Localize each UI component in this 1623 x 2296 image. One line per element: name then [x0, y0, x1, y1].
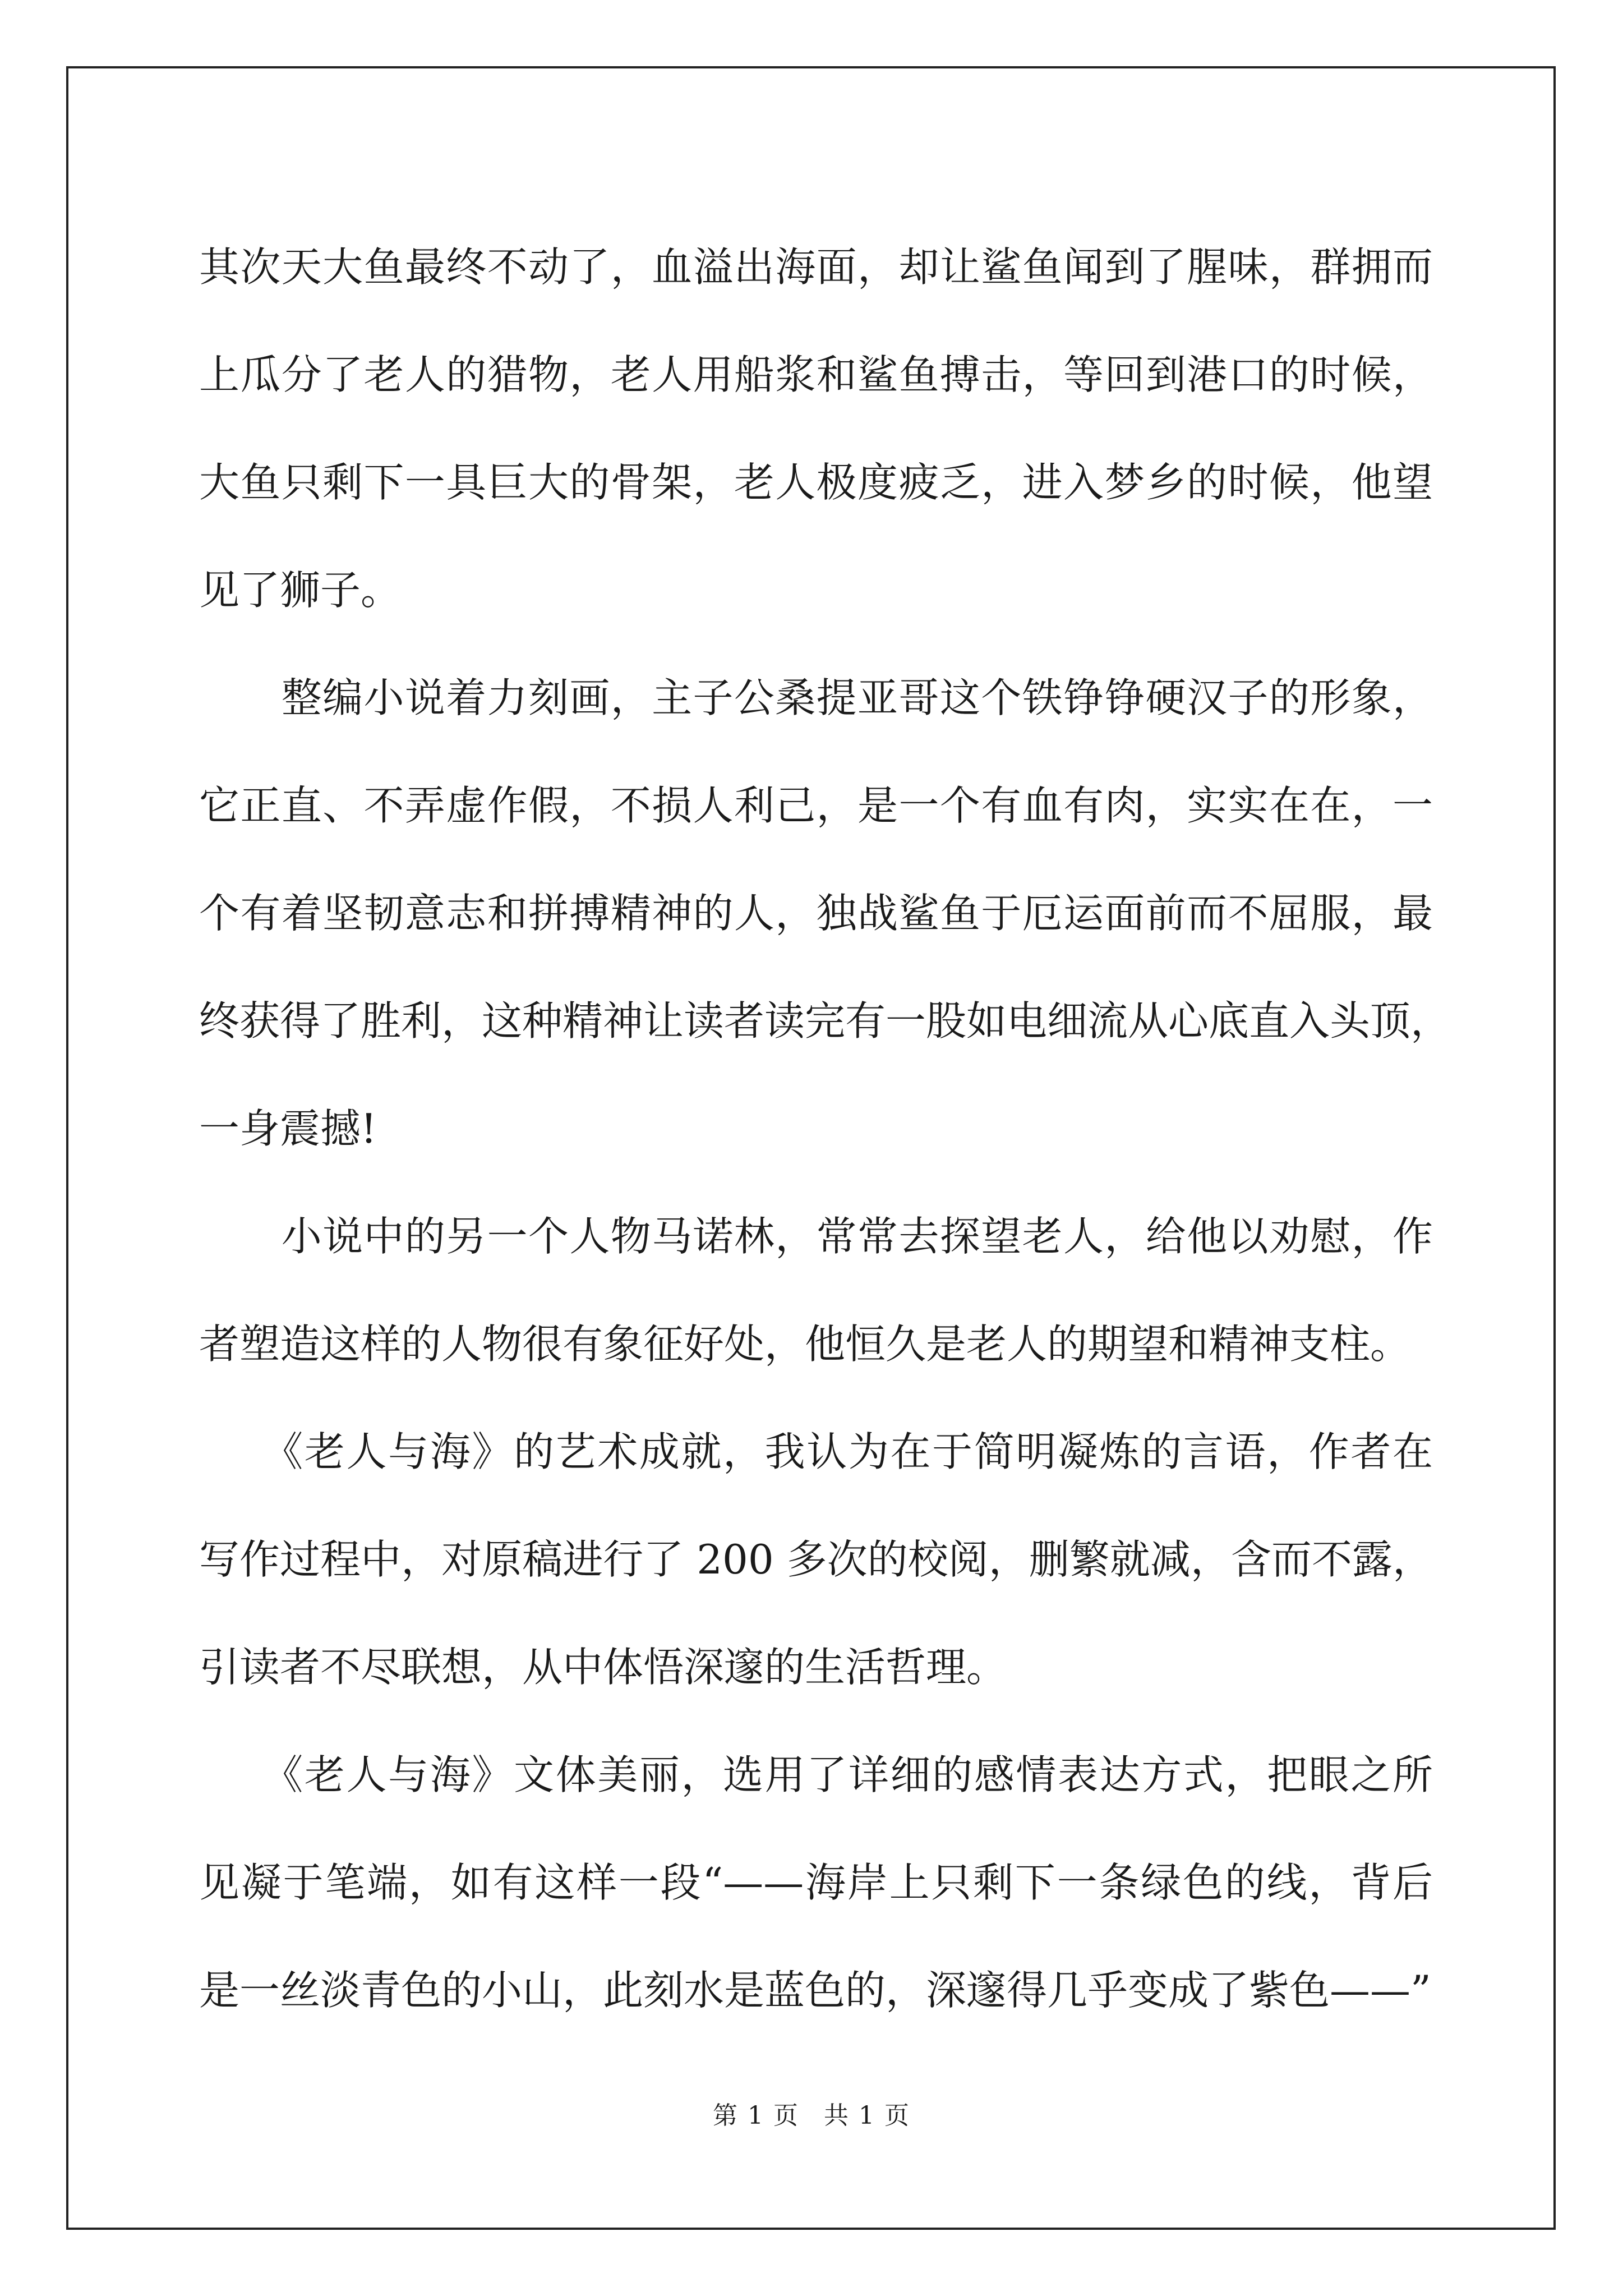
document-body [199, 213, 1451, 2044]
text-line: 终获得了胜利，这种精神让读者读完有一股如电细流从心底直入头顶， [199, 997, 1451, 1045]
text-line: 小说中的另一个人物马诺林，常常去探望老人，给他以劝慰，作 [199, 1213, 1433, 1260]
paragraph-2 [199, 644, 1451, 1182]
text-line: 引读者不尽联想，从中体悟深邃的生活哲理。 [199, 1644, 1007, 1691]
text-line: 大鱼只剩下一具巨大的骨架，老人极度疲乏，进入梦乡的时候，他望 [199, 459, 1433, 506]
text-line: 它正直、不弄虚作假，不损人利己，是一个有血有肉，实实在在，一 [199, 782, 1433, 829]
text-line: 者塑造这样的人物很有象征好处，他恒久是老人的期望和精神支柱。 [199, 1320, 1411, 1368]
text-line: 个有着坚韧意志和拼搏精神的人，独战鲨鱼于厄运面前而不屈服，最 [199, 890, 1433, 937]
text-line: 《老人与海》文体美丽，选用了详细的感情表达方式，把眼之所 [199, 1751, 1433, 1798]
paragraph-1 [199, 213, 1433, 644]
text-line: 一身震撼! [199, 1105, 377, 1152]
page-footer [0, 2095, 1623, 2131]
text-line: 写作过程中，对原稿进行了 200 多次的校阅，删繁就减，含而不露， [199, 1536, 1433, 1583]
paragraph-4 [199, 1398, 1433, 1721]
page-number: 第 1 页 [713, 2101, 799, 2130]
text-line: 见凝于笔端，如有这样一段“——海岸上只剩下一条绿色的线，背后 [199, 1859, 1433, 1906]
text-line: 《老人与海》的艺术成就，我认为在于简明凝炼的言语，作者在 [199, 1428, 1433, 1475]
paragraph-3 [199, 1182, 1433, 1398]
page-total: 共 1 页 [824, 2101, 910, 2130]
text-line: 上瓜分了老人的猎物，老人用船浆和鲨鱼搏击，等回到港口的时候， [199, 351, 1433, 398]
text-line: 见了狮子。 [199, 567, 402, 614]
paragraph-5 [199, 1721, 1433, 2044]
text-line: 其次天大鱼最终不动了，血溢出海面，却让鲨鱼闻到了腥味，群拥而 [199, 243, 1433, 291]
text-line: 整编小说着力刻画，主子公桑提亚哥这个铁铮铮硬汉子的形象， [199, 674, 1433, 721]
text-line: 是一丝淡青色的小山，此刻水是蓝色的，深邃得几乎变成了紫色——” [199, 1967, 1431, 2014]
